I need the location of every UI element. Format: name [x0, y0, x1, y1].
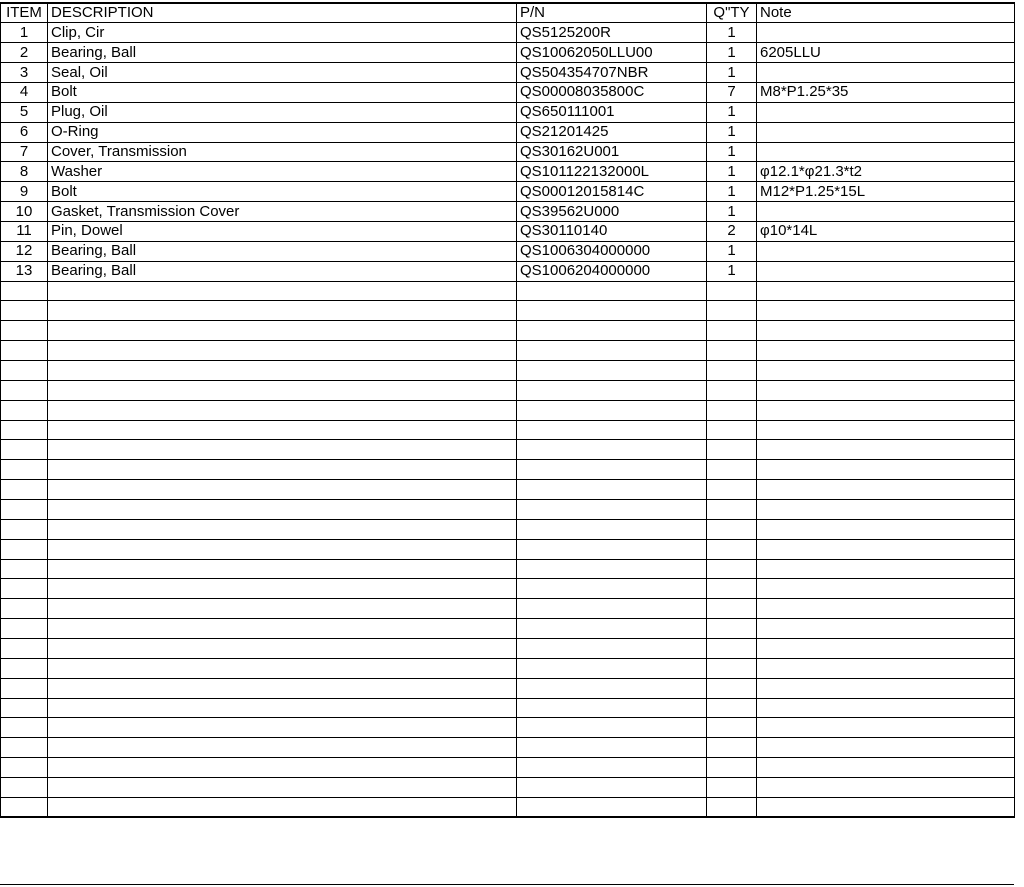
cell-description: Pin, Dowel [48, 221, 517, 241]
cell-quantity: 1 [707, 241, 757, 261]
cell-part-number: QS39562U000 [517, 202, 707, 222]
cell-description: Seal, Oil [48, 63, 517, 83]
cell-quantity [707, 321, 757, 341]
table-row [1, 619, 1015, 639]
cell-quantity: 1 [707, 23, 757, 43]
cell-part-number: QS30110140 [517, 221, 707, 241]
table-row [1, 400, 1015, 420]
cell-description: Bearing, Ball [48, 241, 517, 261]
cell-note [757, 797, 1015, 817]
cell-description [48, 579, 517, 599]
cell-part-number [517, 619, 707, 639]
cell-description [48, 639, 517, 659]
cell-note [757, 559, 1015, 579]
cell-description: O-Ring [48, 122, 517, 142]
cell-description [48, 480, 517, 500]
table-row [1, 202, 1015, 222]
cell-item: 8 [1, 162, 48, 182]
cell-quantity [707, 639, 757, 659]
cell-description: Gasket, Transmission Cover [48, 202, 517, 222]
cell-description: Cover, Transmission [48, 142, 517, 162]
table-row [1, 658, 1015, 678]
cell-note [757, 122, 1015, 142]
cell-part-number [517, 738, 707, 758]
cell-part-number [517, 599, 707, 619]
cell-description [48, 321, 517, 341]
cell-description [48, 281, 517, 301]
cell-description [48, 420, 517, 440]
table-row [1, 261, 1015, 281]
header-quantity: Q"TY [707, 3, 757, 23]
cell-quantity [707, 341, 757, 361]
cell-item: 11 [1, 221, 48, 241]
cell-note [757, 301, 1015, 321]
table-row [1, 420, 1015, 440]
cell-quantity [707, 519, 757, 539]
table-row [1, 43, 1015, 63]
table-row [1, 82, 1015, 102]
table-row [1, 440, 1015, 460]
cell-part-number [517, 321, 707, 341]
cell-part-number [517, 380, 707, 400]
cell-description [48, 380, 517, 400]
cell-description [48, 559, 517, 579]
cell-part-number [517, 519, 707, 539]
cell-item [1, 519, 48, 539]
cell-item [1, 460, 48, 480]
table-row [1, 241, 1015, 261]
cell-item [1, 599, 48, 619]
parts-list-sheet [0, 2, 1015, 818]
cell-description: Clip, Cir [48, 23, 517, 43]
cell-description [48, 460, 517, 480]
table-row [1, 559, 1015, 579]
cell-note: M12*P1.25*15L [757, 182, 1015, 202]
table-row [1, 162, 1015, 182]
cell-part-number: QS10062050LLU00 [517, 43, 707, 63]
cell-note [757, 261, 1015, 281]
cell-part-number: QS30162U001 [517, 142, 707, 162]
cell-description: Bolt [48, 82, 517, 102]
cell-part-number [517, 440, 707, 460]
cell-item: 10 [1, 202, 48, 222]
cell-quantity [707, 281, 757, 301]
cell-note [757, 321, 1015, 341]
cell-note [757, 460, 1015, 480]
table-row [1, 281, 1015, 301]
table-row [1, 698, 1015, 718]
cell-note [757, 380, 1015, 400]
cell-note [757, 241, 1015, 261]
cell-item [1, 678, 48, 698]
table-row [1, 142, 1015, 162]
cell-quantity [707, 778, 757, 798]
cell-quantity: 1 [707, 43, 757, 63]
table-row [1, 102, 1015, 122]
cell-description [48, 758, 517, 778]
cell-item: 4 [1, 82, 48, 102]
cell-note [757, 658, 1015, 678]
cell-note [757, 202, 1015, 222]
cell-item: 5 [1, 102, 48, 122]
cell-part-number [517, 400, 707, 420]
cell-description [48, 519, 517, 539]
table-row [1, 341, 1015, 361]
cell-part-number [517, 758, 707, 778]
table-row [1, 380, 1015, 400]
cell-quantity [707, 738, 757, 758]
cell-description [48, 619, 517, 639]
table-row [1, 718, 1015, 738]
cell-note [757, 400, 1015, 420]
cell-description [48, 539, 517, 559]
cell-quantity [707, 539, 757, 559]
cell-item [1, 579, 48, 599]
cell-quantity: 7 [707, 82, 757, 102]
table-row [1, 758, 1015, 778]
cell-description [48, 797, 517, 817]
cell-part-number [517, 420, 707, 440]
cell-note [757, 360, 1015, 380]
cell-quantity: 1 [707, 102, 757, 122]
cell-quantity [707, 698, 757, 718]
cell-item [1, 539, 48, 559]
cell-quantity [707, 301, 757, 321]
header-description: DESCRIPTION [48, 3, 517, 23]
cell-description [48, 658, 517, 678]
cell-item [1, 380, 48, 400]
cell-quantity [707, 619, 757, 639]
cell-quantity [707, 599, 757, 619]
cell-note [757, 281, 1015, 301]
cell-part-number [517, 579, 707, 599]
cell-note [757, 678, 1015, 698]
cell-item [1, 499, 48, 519]
table-row [1, 579, 1015, 599]
cell-item [1, 360, 48, 380]
cell-quantity: 2 [707, 221, 757, 241]
cell-item [1, 341, 48, 361]
cell-part-number: QS1006304000000 [517, 241, 707, 261]
cell-part-number [517, 341, 707, 361]
cell-note [757, 718, 1015, 738]
cell-quantity [707, 440, 757, 460]
cell-note: M8*P1.25*35 [757, 82, 1015, 102]
cell-item [1, 281, 48, 301]
cell-item [1, 301, 48, 321]
cell-quantity: 1 [707, 63, 757, 83]
cell-note [757, 599, 1015, 619]
cell-part-number [517, 718, 707, 738]
cell-note [757, 142, 1015, 162]
cell-description: Bearing, Ball [48, 261, 517, 281]
cell-quantity: 1 [707, 202, 757, 222]
cell-note [757, 499, 1015, 519]
cell-part-number: QS5125200R [517, 23, 707, 43]
table-row [1, 221, 1015, 241]
cell-part-number [517, 698, 707, 718]
table-row [1, 778, 1015, 798]
cell-item [1, 778, 48, 798]
cell-note [757, 480, 1015, 500]
cell-note [757, 440, 1015, 460]
cell-item [1, 698, 48, 718]
cell-part-number [517, 360, 707, 380]
table-row [1, 480, 1015, 500]
cell-item [1, 480, 48, 500]
cell-quantity: 1 [707, 122, 757, 142]
header-item: ITEM [1, 3, 48, 23]
cell-description: Washer [48, 162, 517, 182]
table-row [1, 321, 1015, 341]
cell-description [48, 698, 517, 718]
cell-note [757, 23, 1015, 43]
cell-quantity [707, 678, 757, 698]
cell-description [48, 400, 517, 420]
table-row [1, 519, 1015, 539]
table-row [1, 360, 1015, 380]
cell-quantity [707, 797, 757, 817]
cell-item [1, 658, 48, 678]
cell-item [1, 440, 48, 460]
cell-quantity [707, 718, 757, 738]
table-row [1, 182, 1015, 202]
cell-note [757, 102, 1015, 122]
cell-part-number [517, 559, 707, 579]
cell-part-number [517, 301, 707, 321]
table-row [1, 738, 1015, 758]
cell-quantity [707, 360, 757, 380]
cell-quantity [707, 758, 757, 778]
cell-part-number: QS00008035800C [517, 82, 707, 102]
cell-quantity [707, 658, 757, 678]
cell-quantity [707, 400, 757, 420]
cell-item [1, 321, 48, 341]
cell-description: Bearing, Ball [48, 43, 517, 63]
bottom-rule [0, 884, 1014, 885]
cell-part-number: QS21201425 [517, 122, 707, 142]
cell-quantity [707, 380, 757, 400]
cell-note [757, 698, 1015, 718]
cell-description [48, 440, 517, 460]
cell-item: 13 [1, 261, 48, 281]
cell-quantity [707, 559, 757, 579]
header-part-number: P/N [517, 3, 707, 23]
cell-description [48, 360, 517, 380]
cell-note: 6205LLU [757, 43, 1015, 63]
cell-item [1, 559, 48, 579]
cell-description [48, 678, 517, 698]
cell-description [48, 778, 517, 798]
cell-item [1, 619, 48, 639]
cell-item: 6 [1, 122, 48, 142]
table-row [1, 797, 1015, 817]
cell-description [48, 718, 517, 738]
cell-quantity [707, 420, 757, 440]
table-header-row [1, 3, 1015, 23]
cell-part-number [517, 639, 707, 659]
cell-part-number [517, 658, 707, 678]
cell-part-number: QS650111001 [517, 102, 707, 122]
cell-item [1, 718, 48, 738]
cell-quantity [707, 460, 757, 480]
table-row [1, 599, 1015, 619]
cell-part-number [517, 281, 707, 301]
cell-item: 9 [1, 182, 48, 202]
cell-item: 7 [1, 142, 48, 162]
cell-description: Plug, Oil [48, 102, 517, 122]
cell-note [757, 420, 1015, 440]
table-row [1, 23, 1015, 43]
cell-part-number [517, 778, 707, 798]
cell-quantity [707, 499, 757, 519]
cell-item [1, 400, 48, 420]
cell-description [48, 738, 517, 758]
cell-part-number [517, 460, 707, 480]
cell-item [1, 639, 48, 659]
cell-part-number: QS00012015814C [517, 182, 707, 202]
cell-quantity: 1 [707, 142, 757, 162]
cell-description [48, 499, 517, 519]
cell-part-number: QS504354707NBR [517, 63, 707, 83]
cell-part-number [517, 499, 707, 519]
cell-quantity [707, 480, 757, 500]
cell-item [1, 797, 48, 817]
header-note: Note [757, 3, 1015, 23]
cell-note: φ12.1*φ21.3*t2 [757, 162, 1015, 182]
cell-note [757, 519, 1015, 539]
cell-note [757, 639, 1015, 659]
parts-list-table [0, 2, 1015, 818]
table-row [1, 122, 1015, 142]
table-row [1, 301, 1015, 321]
cell-note [757, 539, 1015, 559]
cell-item [1, 420, 48, 440]
cell-description [48, 341, 517, 361]
cell-quantity [707, 579, 757, 599]
table-row [1, 460, 1015, 480]
table-row [1, 499, 1015, 519]
cell-note [757, 341, 1015, 361]
cell-part-number [517, 539, 707, 559]
cell-note [757, 619, 1015, 639]
cell-item: 12 [1, 241, 48, 261]
cell-note: φ10*14L [757, 221, 1015, 241]
cell-item: 2 [1, 43, 48, 63]
cell-note [757, 758, 1015, 778]
table-row [1, 678, 1015, 698]
cell-item [1, 758, 48, 778]
cell-note [757, 63, 1015, 83]
cell-item: 1 [1, 23, 48, 43]
cell-description [48, 301, 517, 321]
cell-quantity: 1 [707, 162, 757, 182]
cell-item [1, 738, 48, 758]
table-row [1, 63, 1015, 83]
cell-note [757, 579, 1015, 599]
cell-part-number: QS101122132000L [517, 162, 707, 182]
cell-note [757, 738, 1015, 758]
cell-description: Bolt [48, 182, 517, 202]
cell-note [757, 778, 1015, 798]
table-row [1, 639, 1015, 659]
cell-part-number [517, 797, 707, 817]
cell-item: 3 [1, 63, 48, 83]
table-row [1, 539, 1015, 559]
cell-part-number [517, 480, 707, 500]
cell-quantity: 1 [707, 261, 757, 281]
cell-description [48, 599, 517, 619]
cell-quantity: 1 [707, 182, 757, 202]
cell-part-number: QS1006204000000 [517, 261, 707, 281]
cell-part-number [517, 678, 707, 698]
